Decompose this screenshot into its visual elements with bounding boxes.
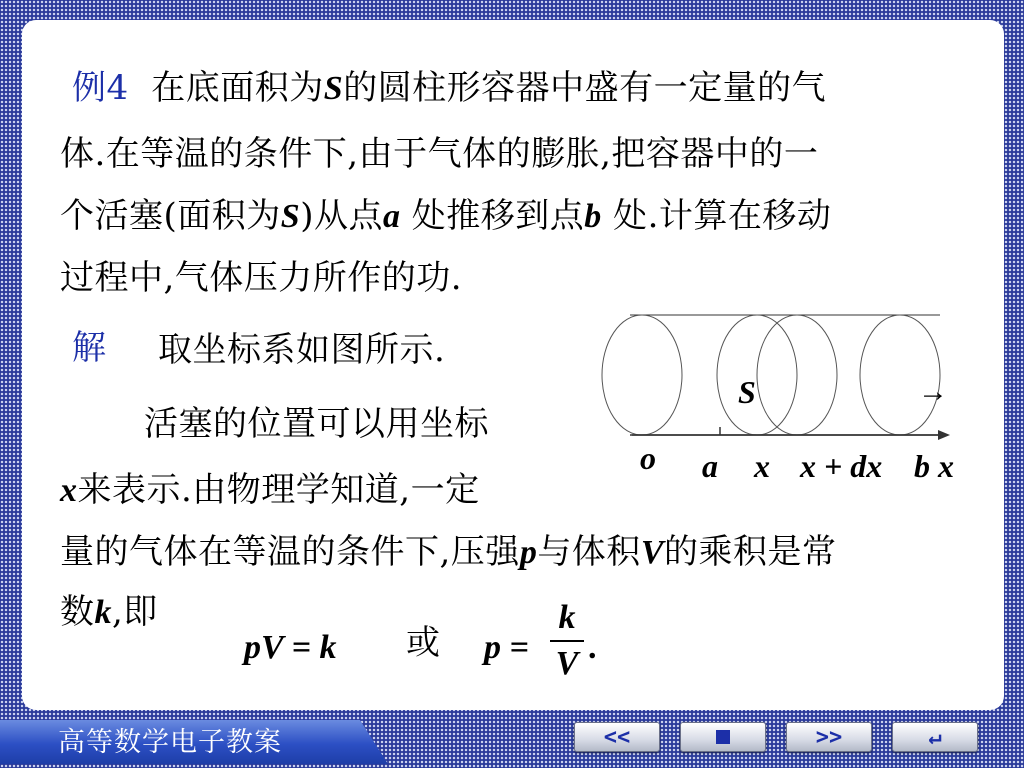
stop-icon xyxy=(716,730,730,744)
x-axis-arrowhead xyxy=(938,430,950,440)
example-line-3: 个活塞(面积为S)从点a 处推移到点b 处.计算在移动 xyxy=(60,196,832,236)
stop-button[interactable] xyxy=(680,722,766,752)
next-button[interactable]: >> xyxy=(786,722,872,752)
origin-label: o xyxy=(640,440,656,476)
example-line-2: 体.在等温的条件下,由于气体的膨胀,把容器中的一 xyxy=(60,134,819,174)
solution-line-1: 取坐标系如图所示. xyxy=(158,330,446,370)
slide-content xyxy=(22,20,1004,710)
cylinder-base-ellipse xyxy=(602,315,682,435)
prev-button[interactable]: << xyxy=(574,722,660,752)
formula-period: . xyxy=(588,629,597,666)
solution-line-3: x来表示.由物理学知道,一定 xyxy=(60,470,480,510)
area-label-s: S xyxy=(738,374,756,410)
point-b-label: b xyxy=(914,448,930,484)
return-button[interactable] xyxy=(892,722,978,752)
point-x-label: x xyxy=(754,448,770,484)
example-label: 例4 xyxy=(72,68,129,108)
course-title: 高等数学电子教案 xyxy=(58,727,282,758)
solution-label: 解 xyxy=(72,328,107,368)
formula-fraction xyxy=(550,598,584,684)
footer-bar xyxy=(0,712,1024,768)
point-a-label: a xyxy=(702,448,718,484)
return-icon: ↵ xyxy=(928,724,942,750)
cylinder-diagram xyxy=(592,310,952,490)
solution-line-4: 量的气体在等温的条件下,压强p与体积V的乘积是常 xyxy=(60,532,837,572)
fraction-numerator: k xyxy=(558,599,576,636)
example-line-4: 过程中,气体压力所作的功. xyxy=(60,258,463,298)
solution-line-5: 数k,即 xyxy=(60,592,158,632)
example-line-1: 例4 在底面积为S的圆柱形容器中盛有一定量的气 xyxy=(72,68,827,108)
direction-arrow-icon: → xyxy=(918,375,948,408)
fraction-denominator: V xyxy=(555,645,579,682)
point-x-dx-label: x + dx xyxy=(800,448,883,484)
solution-line-2: 活塞的位置可以用坐标 xyxy=(144,404,489,444)
fraction-bar xyxy=(550,640,584,642)
formula-pv-equals-k: pV = k xyxy=(244,629,337,666)
formula-p-equals: p = xyxy=(484,629,529,666)
axis-x-label: x xyxy=(938,448,954,484)
formula-or: 或 xyxy=(406,625,440,662)
